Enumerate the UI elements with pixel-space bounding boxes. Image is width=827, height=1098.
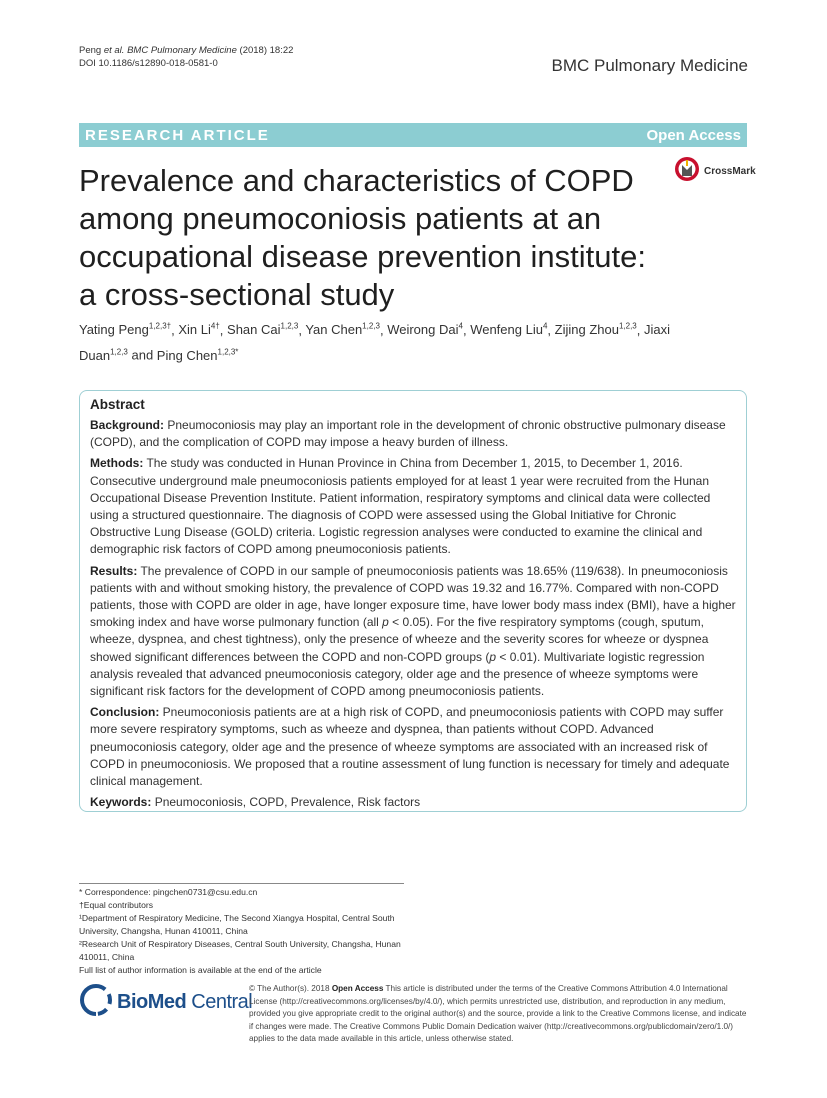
crossmark-icon xyxy=(674,156,700,187)
section-label: Conclusion: xyxy=(90,705,160,720)
author-affiliation: 4 xyxy=(542,322,548,331)
license-text: This article is distributed under the terms of the Creative Commons Attribution 4.0 International License (http://creativecommons.org/licenses/by/4.0/), which permits unrestricted use, distribution, and reproduction in any medium, provided you give appropriate credit to the original author(s) and the source, provide a link to the Creative Commons license, and indicate if changes were made. The Creative Commons Public Domain Dedication waiver (http://creativecommons.org/publicdomain/zero/1.0/) applies to the data made available in this article, unless otherwise stated. xyxy=(249,984,747,1044)
open-access-label: Open Access xyxy=(646,126,741,144)
footnotes xyxy=(79,886,409,977)
section-text: The study was conducted in Hunan Province in China from December 1, 2015, to December 1, 2016. Consecutive underground male pneumoconiosis patients employed for at least 1 year were recruited from the Hunan Occupational Disease Prevention Institute. Patient information, respiratory symptoms and clinical data were collected using a structured questionnaire. The diagnosis of COPD were assessed using the Global Initiative for Chronic Obstructive Lung Disease (GOLD) criteria. Logistic regression analyses were conducted to examine the clinical and demographic risk factors of COPD among pneumoconiosis patients. xyxy=(90,456,711,557)
author[interactable] xyxy=(470,322,547,337)
author-name: Xin Li xyxy=(178,322,211,338)
crossmark-label: CrossMark xyxy=(704,166,756,177)
section-text: Pneumoconiosis, COPD, Prevalence, Risk factors xyxy=(151,795,421,810)
p-value-symbol: p xyxy=(489,649,497,664)
citation-header xyxy=(79,44,293,70)
abstract-background xyxy=(90,417,736,451)
author-affiliation: 1,2,3 xyxy=(362,322,380,331)
citation-authors: Peng xyxy=(79,45,104,56)
author-info-note: Full list of author information is available at the end of the article xyxy=(79,965,322,975)
p-value-symbol: p xyxy=(382,615,389,630)
section-text: < 0.05). For the five respiratory symptoms (cough, sputum, wheeze, dyspnea, and chest tightness), only the presence of wheeze and the severity scores for wheeze or dyspnea showed significant differences between the COPD and non-COPD groups ( xyxy=(90,615,709,664)
publisher-name xyxy=(117,991,252,1014)
section-text: Pneumoconiosis may play an important role in the development of chronic obstructive pulmonary disease (COPD), and the complication of COPD may impose a heavy burden of illness. xyxy=(90,418,726,450)
journal-name: BMC Pulmonary Medicine xyxy=(551,56,748,75)
author[interactable] xyxy=(178,322,219,337)
abstract-keywords xyxy=(90,794,736,811)
section-label: Keywords: xyxy=(90,795,152,810)
open-access-bold: Open Access xyxy=(331,984,384,993)
author-name: Jiaxi Duan xyxy=(79,322,670,363)
section-text: < 0.01). Multivariate logistic regression analysis revealed that advanced pneumoconiosis category, older age and the presence of wheeze symptoms were significant risk factors for the development of COPD among pneumoconiosis patients. xyxy=(90,649,705,699)
biomed-logo-icon xyxy=(79,983,113,1022)
citation-volume: (2018) 18:22 xyxy=(236,45,294,56)
author-affiliation: 1,2,3† xyxy=(148,322,172,331)
author[interactable] xyxy=(555,322,637,337)
copyright-text: © The Author(s). 2018 xyxy=(249,984,332,993)
article-type: RESEARCH ARTICLE xyxy=(85,126,270,144)
author-name: Yating Peng xyxy=(79,322,149,338)
affiliation-2: ²Research Unit of Respiratory Diseases, Central South University, Changsha, Hunan 410011, China xyxy=(79,939,401,962)
doi: DOI 10.1186/s12890-018-0581-0 xyxy=(79,58,218,69)
author-name: Zijing Zhou xyxy=(554,322,619,338)
author-affiliation: 4 xyxy=(458,322,463,331)
author-name: Weirong Dai xyxy=(387,322,459,338)
author-name: Yan Chen xyxy=(305,322,363,338)
author[interactable] xyxy=(79,322,171,337)
equal-contributors-note: †Equal contributors xyxy=(79,900,154,910)
crossmark-badge[interactable] xyxy=(674,156,756,187)
abstract-heading: Abstract xyxy=(90,397,145,412)
section-text: The prevalence of COPD in our sample of pneumoconiosis patients was 18.65% (119/638). In pneumoconiosis patients with and without smoking history, the prevalence of COPD was 19.32 and 16.77%. Compared with non-COPD patients, those with COPD are older in age, have longer exposure time, have lower body mass index (BMI), have a higher smoking index and have worse pulmonary function (all xyxy=(90,563,736,630)
abstract-methods xyxy=(90,455,736,558)
citation-journal: et al. BMC Pulmonary Medicine xyxy=(103,45,237,56)
footnote-divider xyxy=(79,883,404,884)
abstract-box xyxy=(79,390,747,812)
author-list: Yating Peng$^{1,2,3\dagger}$, Xin $Li^{4\dagger}$, Shan Cai$^{1,2,3}$, Yan Chen$^{1,2,3}$, Weirong Dai$^4$, Wenfeng Liu$^4$, Zijing Zhou$^{1,2,3}$, Jiaxi Duan$^{1,2,3}$ and Ping Chen$^{1,2,3*}$ xyxy=(79,322,670,363)
section-label: Results: xyxy=(90,563,138,578)
section-text: Pneumoconiosis patients are at a high risk of COPD, and pneumoconiosis patients with COPD may suffer more severe respiratory symptoms, such as wheeze and dyspnea, than patients without COPD. Advanced pneumoconiosis category, older age and the presence of wheeze symptoms are associated with an increased risk of COPD in pneumoconiosis. We proposed that a routine assessment of lung function is necessary for timely and adequate clinical management. xyxy=(90,705,730,789)
publisher-name-regular: Central xyxy=(186,991,253,1013)
author[interactable] xyxy=(305,322,380,337)
section-label: Methods: xyxy=(90,456,144,471)
article-title: Prevalence and characteristics of COPD among pneumoconiosis patients at an occupational disease prevention institute: a cross-sectional study xyxy=(79,163,646,312)
section-label: Background: xyxy=(90,418,165,432)
affiliation-1: ¹Department of Respiratory Medicine, The Second Xiangya Hospital, Central South University, Changsha, Hunan 410011, China xyxy=(79,913,395,936)
license-statement xyxy=(249,983,749,1046)
article-banner xyxy=(79,123,747,147)
publisher-name-bold: BioMed xyxy=(117,991,187,1013)
correspondence-note: * Correspondence: pingchen0731@csu.edu.cn xyxy=(79,887,258,897)
author-affiliation: 4† xyxy=(210,322,220,331)
author-name: Shan Cai xyxy=(227,322,281,338)
author[interactable] xyxy=(387,322,463,337)
citation-line xyxy=(79,44,293,57)
author-name: Wenfeng Liu xyxy=(470,322,543,338)
author-affiliation: 1,2,3* xyxy=(217,347,239,357)
publisher-logo xyxy=(79,983,252,1022)
author[interactable] xyxy=(227,322,298,337)
author-affiliation: 1,2,3 xyxy=(618,322,637,331)
author-affiliation: 1,2,3 xyxy=(110,347,128,357)
author-affiliation: 1,2,3 xyxy=(280,322,299,331)
author-name: Ping Chen xyxy=(156,347,218,363)
abstract-conclusion xyxy=(90,704,736,790)
abstract-results xyxy=(90,563,736,701)
author[interactable] xyxy=(157,348,239,363)
